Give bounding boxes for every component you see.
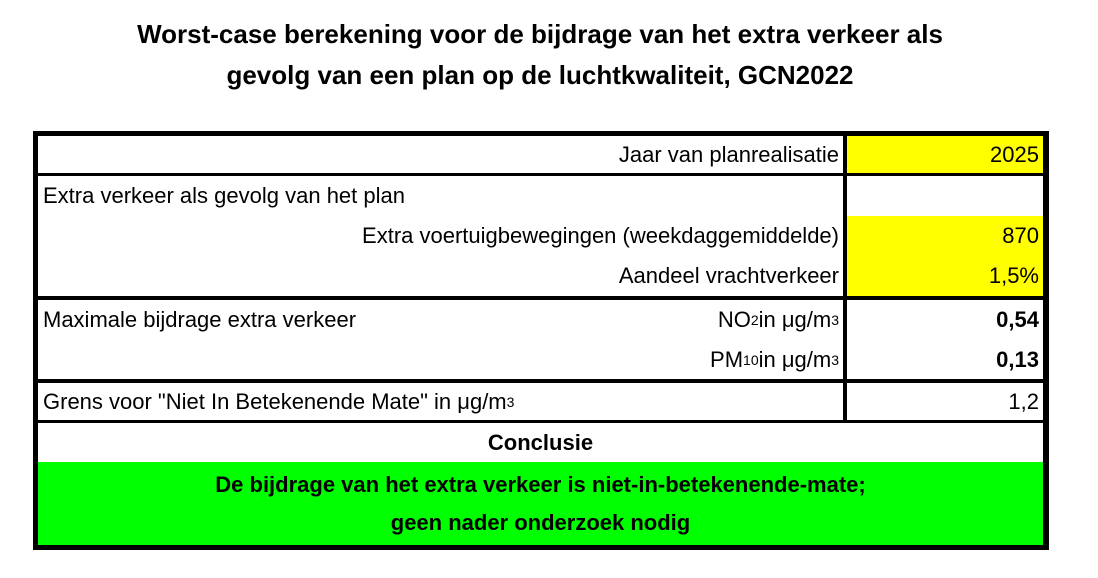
pm10-unit-label: PM 10 in μg/m 3	[710, 346, 839, 372]
jaar-label: Jaar van planrealisatie	[38, 136, 843, 173]
jaar-value-input[interactable]: 2025	[847, 136, 1043, 173]
conclusie-result	[38, 462, 1043, 545]
page-title-line-1: Worst-case berekening voor de bijdrage van het extra verkeer als	[137, 19, 943, 49]
calculation-table	[33, 131, 1049, 550]
empty-cell	[847, 176, 1043, 216]
extra-verkeer-heading: Extra verkeer als gevolg van het plan	[38, 176, 843, 216]
vrachtverkeer-value-input[interactable]: 1,5%	[847, 256, 1043, 296]
grens-value: 1,2	[847, 383, 1043, 420]
page-title-line-2: gevolg van een plan op de luchtkwaliteit, GCN2022	[226, 60, 854, 90]
conclusie-heading: Conclusie	[38, 423, 1043, 462]
voertuigbewegingen-value-input[interactable]: 870	[847, 216, 1043, 256]
max-bijdrage-label: Maximale bijdrage extra verkeer	[38, 300, 843, 379]
pm10-value: 0,13	[847, 340, 1043, 379]
vrachtverkeer-label: Aandeel vrachtverkeer	[38, 256, 843, 296]
voertuigbewegingen-label: Extra voertuigbewegingen (weekdaggemiddelde)	[38, 216, 843, 256]
conclusie-line-2: geen nader onderzoek nodig	[390, 509, 691, 535]
conclusie-line-1: De bijdrage van het extra verkeer is niet-in-betekenende-mate;	[215, 471, 866, 497]
no2-value: 0,54	[847, 300, 1043, 340]
no2-unit-label: NO 2 in μg/m 3	[717, 307, 839, 332]
grens-label: Grens voor "Niet In Betekenende Mate" in μg/m 3	[38, 383, 843, 420]
